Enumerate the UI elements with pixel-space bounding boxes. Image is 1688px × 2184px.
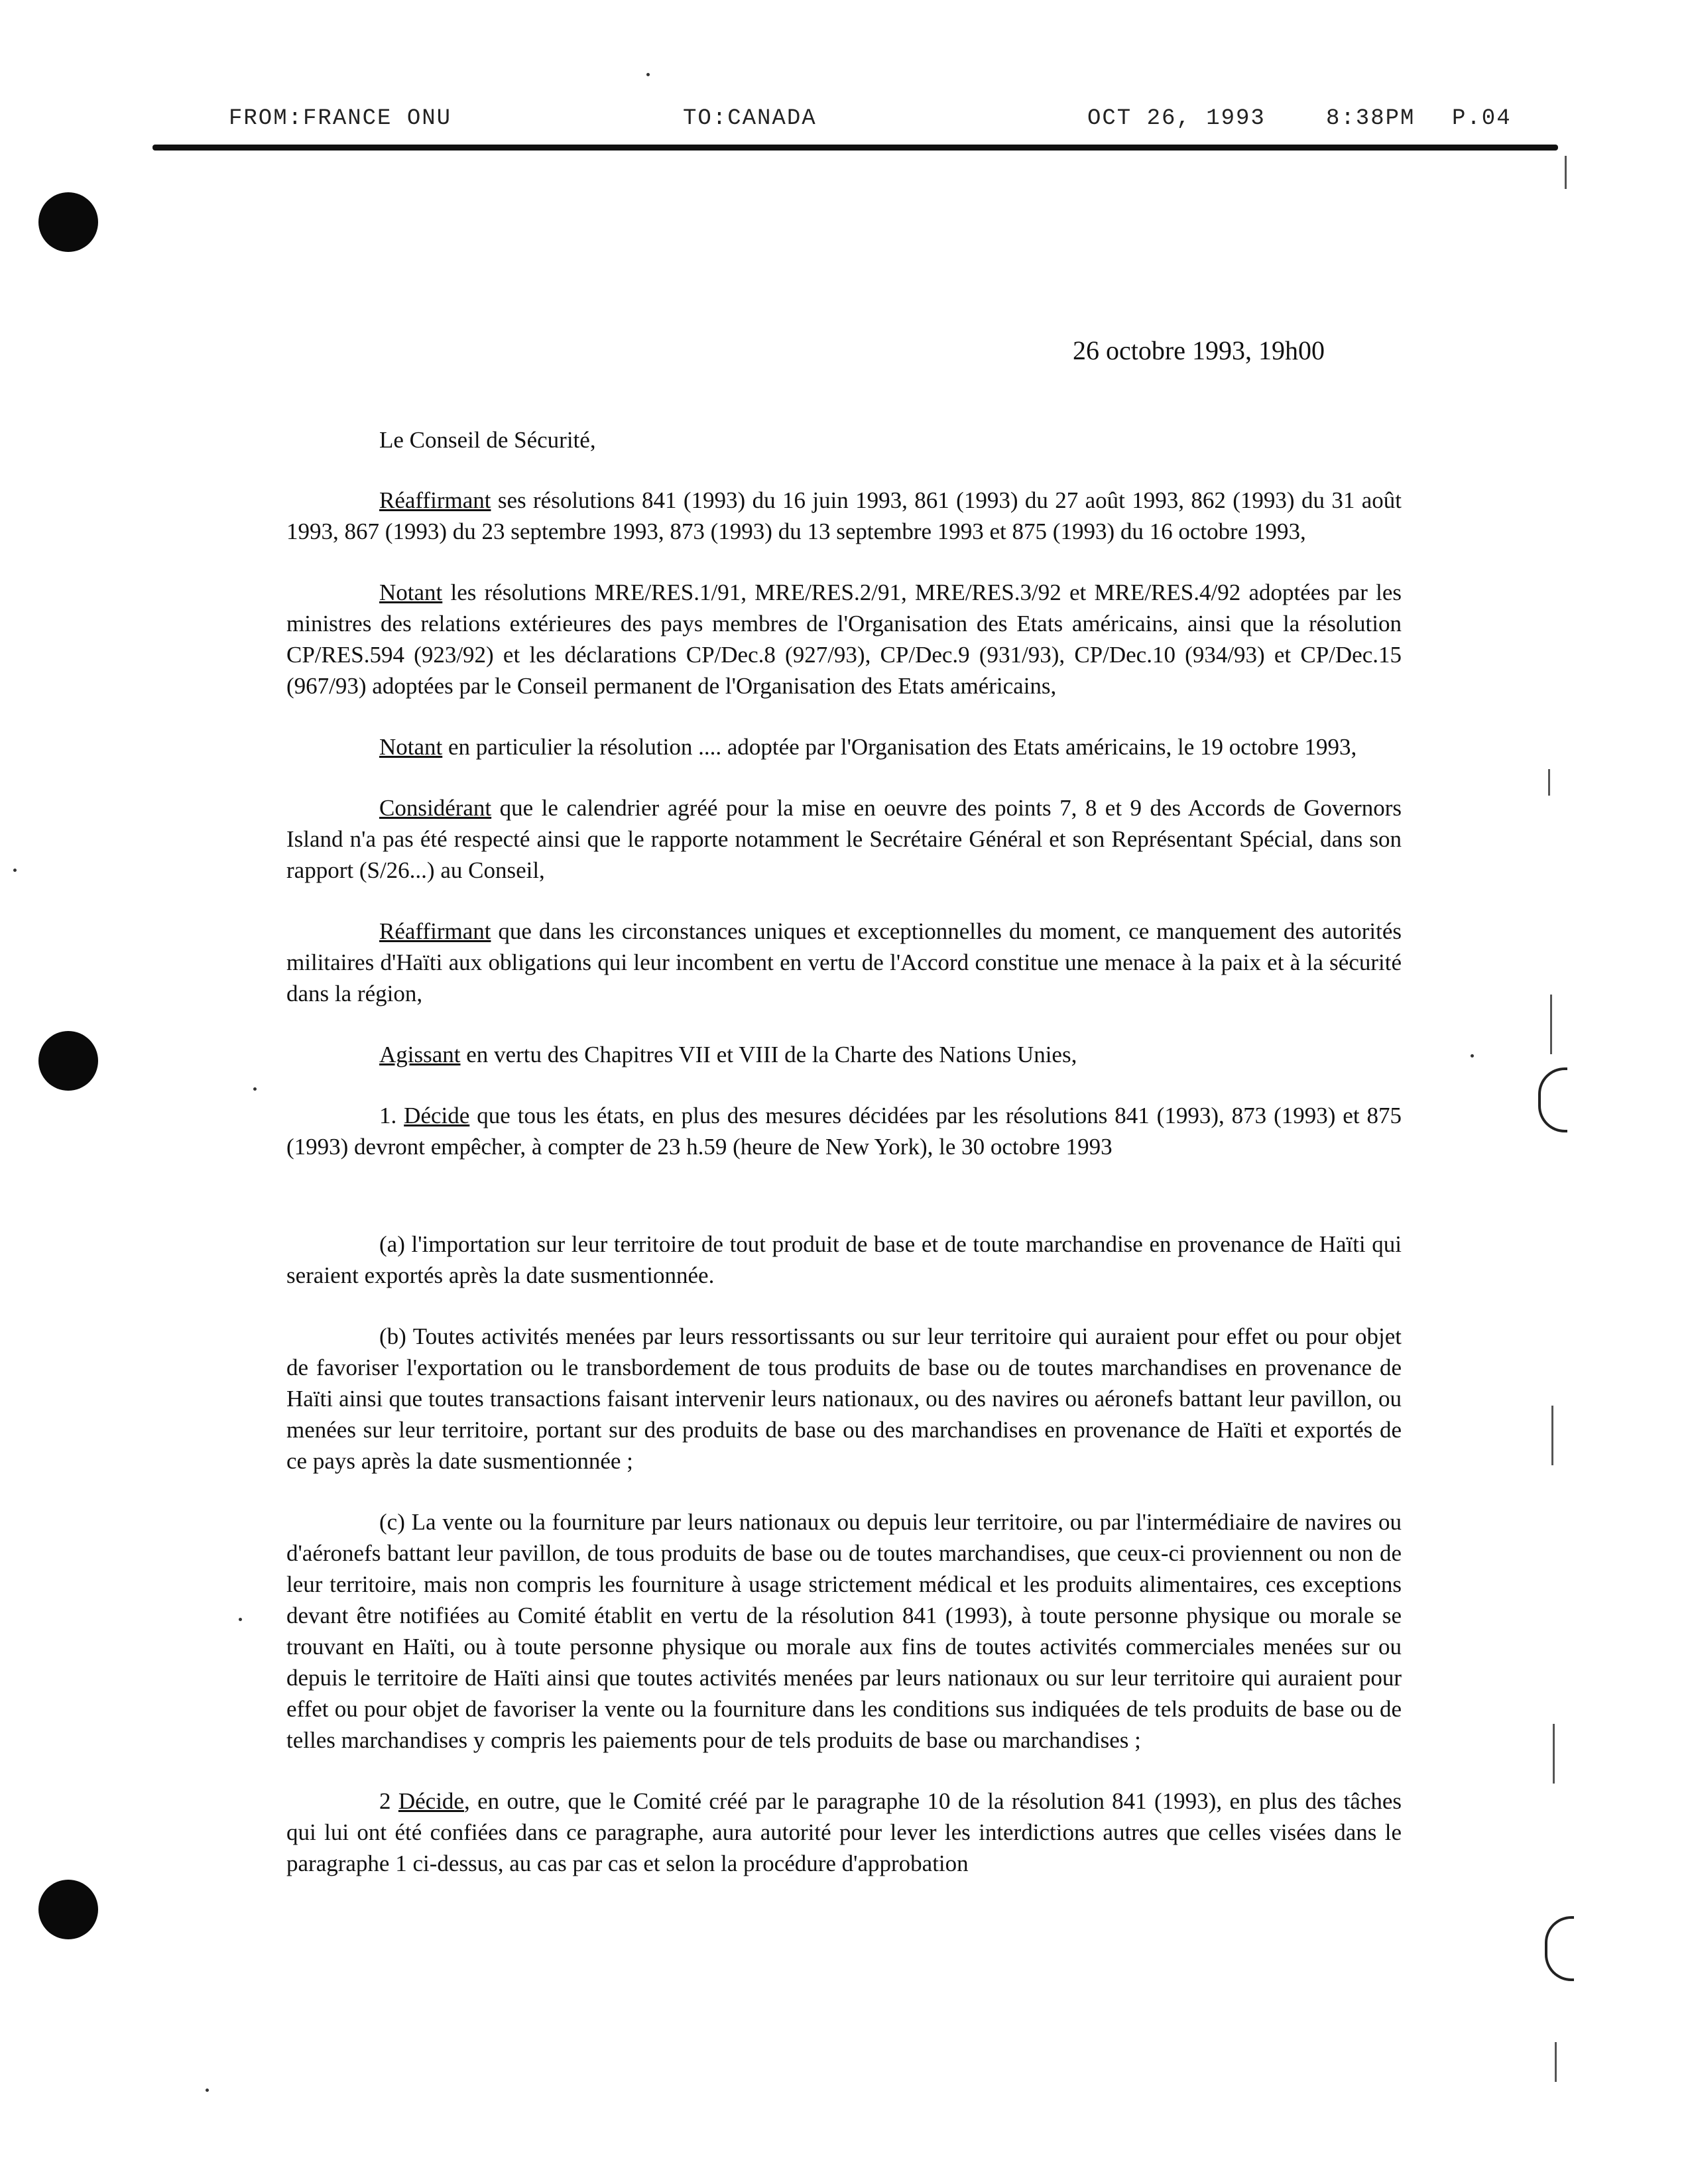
- fax-date: OCT 26, 1993: [1087, 106, 1266, 131]
- paragraph-text: que le calendrier agréé pour la mise en oeuvre des points 7, 8 et 9 des Accords de Governors Island n'a pas été respecté ainsi que le rapporte notamment le Secrétaire Général et son Représentant Spécial, dans son rapport (S/26...) au Conseil,: [286, 795, 1402, 883]
- scan-mark: [1550, 995, 1552, 1054]
- margin-bracket: [1538, 1067, 1567, 1132]
- fax-header-rule: [152, 145, 1558, 151]
- subparagraph-b: (b) Toutes activités menées par leurs ressortissants ou sur leur territoire qui auraient pour effet ou pour objet de favoriser l'exportation ou le transbordement de tous produits de base ou de toutes marchandises en provenance de Haïti ainsi que toutes transactions faisant intervenir leurs nationaux, ou des navires ou aéronefs battant leur pavillon, ou menées sur leur territoire, portant sur des produits de base ou des marchandises en provenance de Haïti et exportés de ce pays après la date susmentionnée ;: [286, 1323, 1402, 1474]
- operative-paragraph-2: [286, 1786, 1402, 1879]
- scan-mark: [1548, 769, 1550, 796]
- paragraph: [286, 577, 1402, 701]
- scan-mark: [1555, 2042, 1557, 2082]
- paragraph-lead: Notant: [379, 579, 443, 605]
- scan-mark: [1565, 156, 1567, 189]
- document-body: [286, 424, 1402, 1909]
- scan-speck: [13, 869, 17, 872]
- scan-mark: [1553, 1724, 1555, 1784]
- document-dateline: 26 octobre 1993, 19h00: [1073, 335, 1325, 365]
- paragraph: [286, 731, 1402, 762]
- paragraph: [286, 485, 1402, 547]
- subparagraph-c: (c) La vente ou la fourniture par leurs nationaux ou depuis leur territoire, ou par l'intermédiaire de navires ou d'aéronefs battant leur pavillon, de tous produits de base ou de toutes marchandises, que ceux-ci proviennent ou non de leur territoire, mais non compris les fourniture à usage strictement médical et les produits alimentaires, ces exceptions devant être notifiées au Comité établit en vertu de la résolution 841 (1993), à toute personne physique ou morale se trouvant en Haïti, ou à toute personne physique ou morale aux fins de toutes activités commerciales menées sur ou depuis le territoire de Haïti ainsi que toutes activités menées par leurs nationaux ou sur leur territoire qui auraient pour effet ou pour objet de favoriser la vente ou la fourniture dans les conditions sus indiquées de tels produits de base ou de telles marchandises y compris les paiements pour de tels produits de base ou marchandises ;: [286, 1509, 1402, 1753]
- scan-speck: [253, 1087, 257, 1091]
- paragraph: [286, 916, 1402, 1009]
- punch-hole-top: [38, 192, 98, 252]
- paragraph-text: , en outre, que le Comité créé par le paragraphe 10 de la résolution 841 (1993), en plus des tâches qui lui ont été confiées dans ce paragraphe, aura autorité pour lever les interdictions autres que celles visées dans le paragraphe 1 ci-dessus, au cas par cas et selon la procédure d'approbation: [286, 1788, 1402, 1876]
- scan-speck: [239, 1618, 242, 1621]
- punch-hole-bottom: [38, 1880, 98, 1939]
- subparagraph-a: (a) l'importation sur leur territoire de tout produit de base et de toute marchandise en provenance de Haïti qui seraient exportés après la date susmentionnée.: [286, 1231, 1402, 1288]
- scan-mark: [1551, 1406, 1553, 1465]
- fax-page: P.04: [1452, 106, 1512, 131]
- margin-bracket: [1545, 1916, 1574, 1981]
- paragraph-lead: Décide: [404, 1103, 470, 1128]
- paragraph-lead: Décide: [398, 1788, 464, 1814]
- paragraph-lead: Considérant: [379, 795, 492, 821]
- paragraph-text: ses résolutions 841 (1993) du 16 juin 1993, 861 (1993) du 27 août 1993, 862 (1993) du 31 août 1993, 867 (1993) du 23 septembre 1993, 873 (1993) du 13 septembre 1993 et 875 (1993) du 16 octobre 1993,: [286, 487, 1402, 544]
- fax-header: [0, 106, 1688, 133]
- fax-to: TO:CANADA: [683, 106, 817, 131]
- paragraph-lead: Réaffirmant: [379, 487, 491, 513]
- paragraph-text: que dans les circonstances uniques et exceptionnelles du moment, ce manquement des autorités militaires d'Haïti aux obligations qui leur incombent en vertu de l'Accord constitue une menace à la paix et à la sécurité dans la région,: [286, 918, 1402, 1006]
- paragraph-text: les résolutions MRE/RES.1/91, MRE/RES.2/91, MRE/RES.3/92 et MRE/RES.4/92 adoptées par les ministres des relations extérieures des pays membres de l'Organisation des Etats américains, ainsi que la résolution CP/RES.594 (923/92) et les déclarations CP/Dec.8 (927/93), CP/Dec.9 (931/93), CP/Dec.10 (934/93) et CP/Dec.15 (967/93) adoptées par le Conseil permanent de l'Organisation des Etats américains,: [286, 579, 1402, 699]
- punch-hole-middle: [38, 1031, 98, 1091]
- paragraph-text: que tous les états, en plus des mesures décidées par les résolutions 841 (1993), 873 (1993) et 875 (1993) devront empêcher, à compter de 23 h.59 (heure de New York), le 30 octobre 1993: [286, 1103, 1402, 1160]
- paragraph-lead: Réaffirmant: [379, 918, 491, 944]
- scan-speck: [206, 2089, 209, 2092]
- paragraph: [286, 792, 1402, 886]
- paragraph-lead: Agissant: [379, 1042, 461, 1067]
- scan-speck: [1471, 1054, 1474, 1058]
- paragraph-text: en particulier la résolution .... adoptée par l'Organisation des Etats américains, le 19 octobre 1993,: [442, 734, 1357, 760]
- paragraph-number: 2: [379, 1788, 398, 1814]
- fax-from: FROM:FRANCE ONU: [229, 106, 452, 131]
- scan-speck: [646, 73, 650, 76]
- paragraph-number: 1.: [379, 1103, 404, 1128]
- paragraph: [286, 1039, 1402, 1070]
- paragraph-lead: Notant: [379, 734, 443, 760]
- salutation: Le Conseil de Sécurité,: [379, 427, 596, 453]
- spacer: [286, 1192, 1402, 1229]
- operative-paragraph-1: [286, 1100, 1402, 1162]
- fax-time: 8:38PM: [1326, 106, 1416, 131]
- paragraph-text: en vertu des Chapitres VII et VIII de la Charte des Nations Unies,: [460, 1042, 1077, 1067]
